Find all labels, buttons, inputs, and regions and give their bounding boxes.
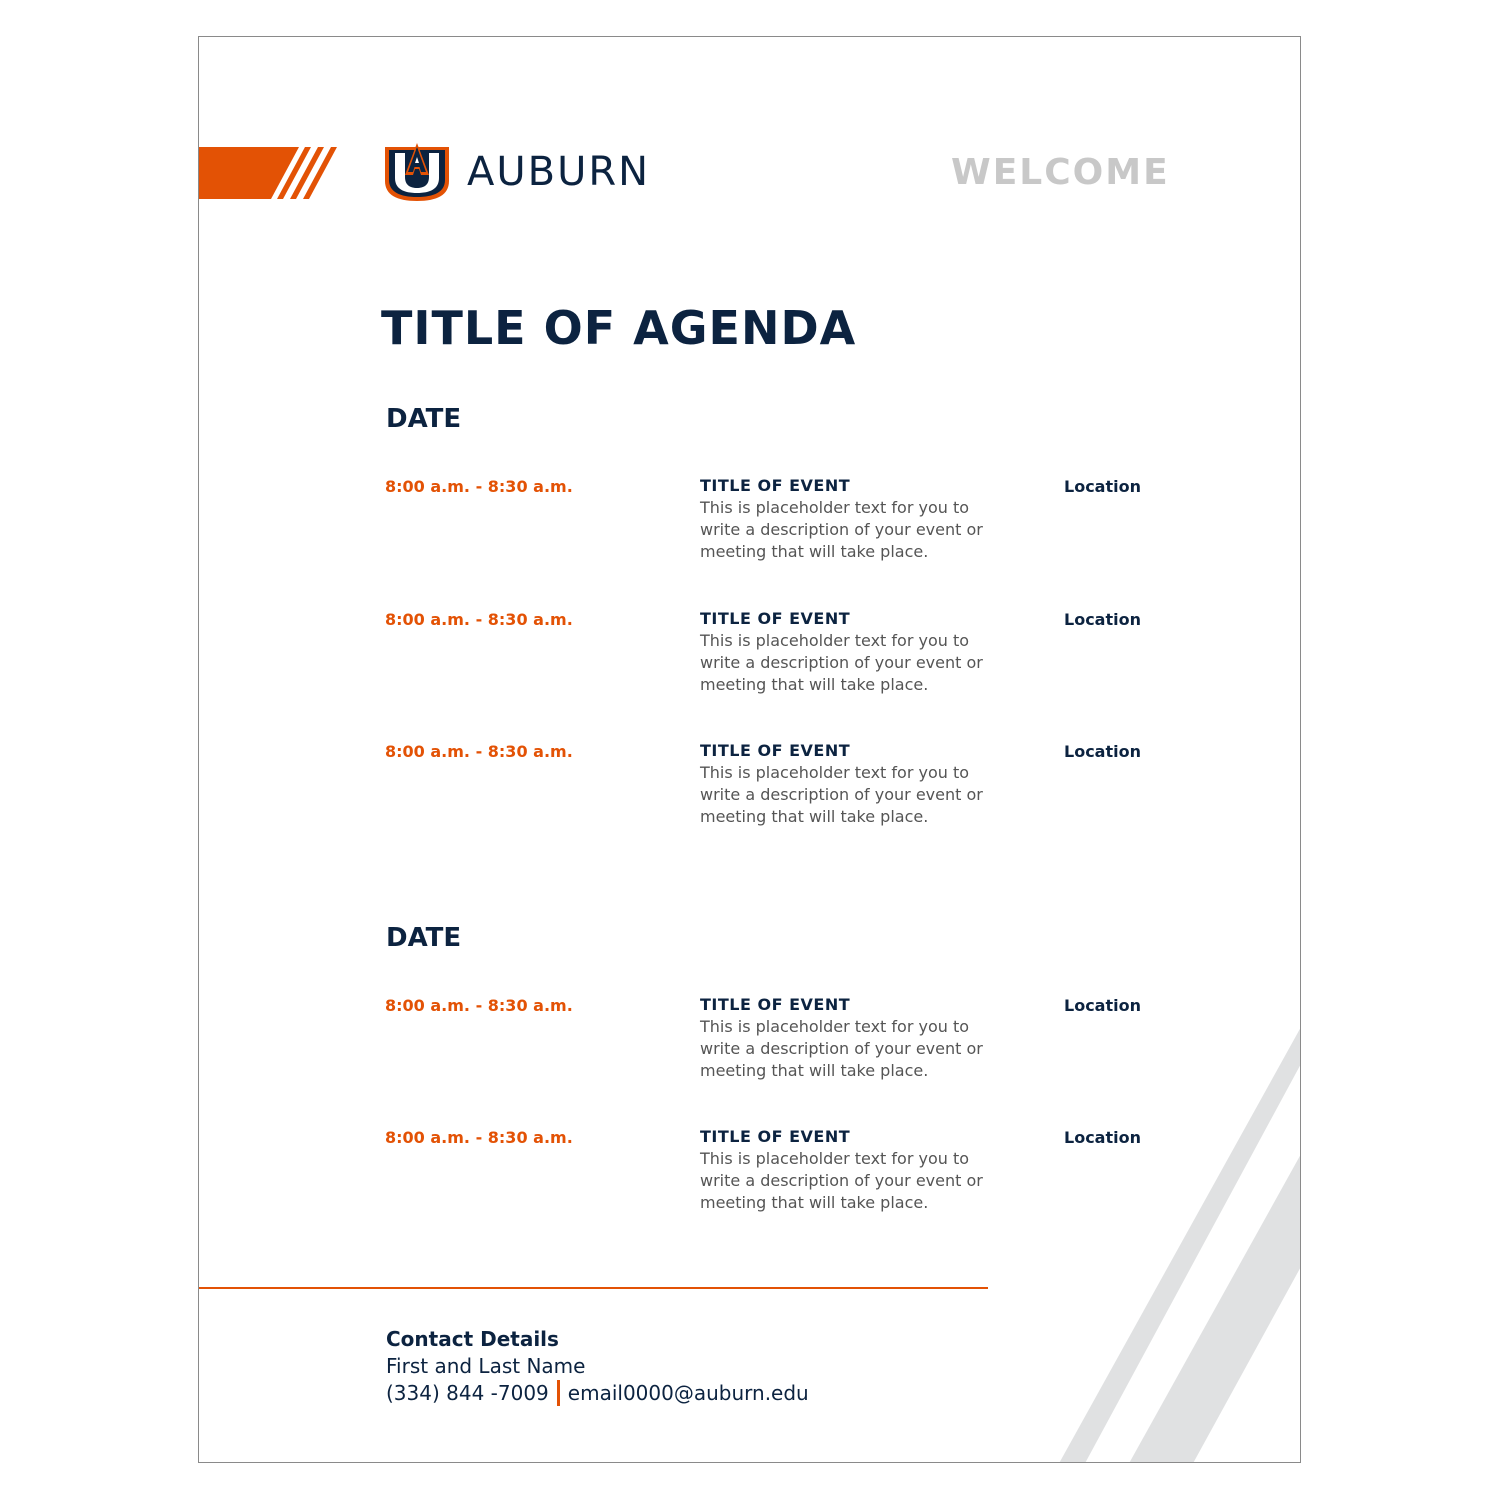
- agenda-title: TITLE OF AGENDA: [381, 301, 857, 355]
- contact-name: First and Last Name: [386, 1354, 586, 1378]
- event-description-line: write a description of your event or: [700, 653, 983, 672]
- brand-name: AUBURN: [467, 149, 651, 195]
- orange-slash-band: [199, 147, 344, 203]
- event-description-line: write a description of your event or: [700, 1171, 983, 1190]
- event-details: [700, 994, 1030, 1082]
- event-time: 8:00 a.m. - 8:30 a.m.: [385, 1128, 573, 1147]
- event-description-line: This is placeholder text for you to: [700, 631, 970, 650]
- event-description-line: meeting that will take place.: [700, 807, 929, 826]
- welcome-label: WELCOME: [951, 152, 1170, 193]
- event-description-line: meeting that will take place.: [700, 1061, 929, 1080]
- contact-email[interactable]: email0000@auburn.edu: [567, 1381, 809, 1405]
- event-description-line: write a description of your event or: [700, 520, 983, 539]
- event-title: TITLE OF EVENT: [700, 609, 851, 628]
- event-title: TITLE OF EVENT: [700, 741, 851, 760]
- event-details: [700, 740, 1030, 828]
- event-location: Location: [1064, 1128, 1141, 1147]
- event-description-line: This is placeholder text for you to: [700, 763, 970, 782]
- contact-heading: Contact Details: [386, 1327, 559, 1351]
- contact-separator: [557, 1380, 560, 1406]
- event-time: 8:00 a.m. - 8:30 a.m.: [385, 742, 573, 761]
- footer-divider: [199, 1287, 988, 1289]
- event-description-line: This is placeholder text for you to: [700, 1017, 970, 1036]
- event-title: TITLE OF EVENT: [700, 995, 851, 1014]
- event-description-line: meeting that will take place.: [700, 1193, 929, 1212]
- event-description-line: write a description of your event or: [700, 785, 983, 804]
- event-description-line: meeting that will take place.: [700, 675, 929, 694]
- event-time: 8:00 a.m. - 8:30 a.m.: [385, 610, 573, 629]
- event-location: Location: [1064, 996, 1141, 1015]
- agenda-page: [198, 36, 1301, 1463]
- event-description-line: This is placeholder text for you to: [700, 498, 970, 517]
- event-location: Location: [1064, 742, 1141, 761]
- event-title: TITLE OF EVENT: [700, 476, 851, 495]
- event-details: [700, 475, 1030, 563]
- event-details: [700, 608, 1030, 696]
- decorative-stripes: [1049, 1027, 1301, 1463]
- event-time: 8:00 a.m. - 8:30 a.m.: [385, 477, 573, 496]
- contact-phone: (334) 844 -7009: [386, 1381, 549, 1405]
- event-details: [700, 1126, 1030, 1214]
- event-time: 8:00 a.m. - 8:30 a.m.: [385, 996, 573, 1015]
- date-heading: DATE: [386, 923, 462, 953]
- event-location: Location: [1064, 610, 1141, 629]
- contact-line: [386, 1380, 809, 1406]
- event-description-line: meeting that will take place.: [700, 542, 929, 561]
- date-heading: DATE: [386, 404, 462, 434]
- auburn-logo-icon: [381, 141, 453, 203]
- event-location: Location: [1064, 477, 1141, 496]
- event-description-line: write a description of your event or: [700, 1039, 983, 1058]
- event-description-line: This is placeholder text for you to: [700, 1149, 970, 1168]
- event-title: TITLE OF EVENT: [700, 1127, 851, 1146]
